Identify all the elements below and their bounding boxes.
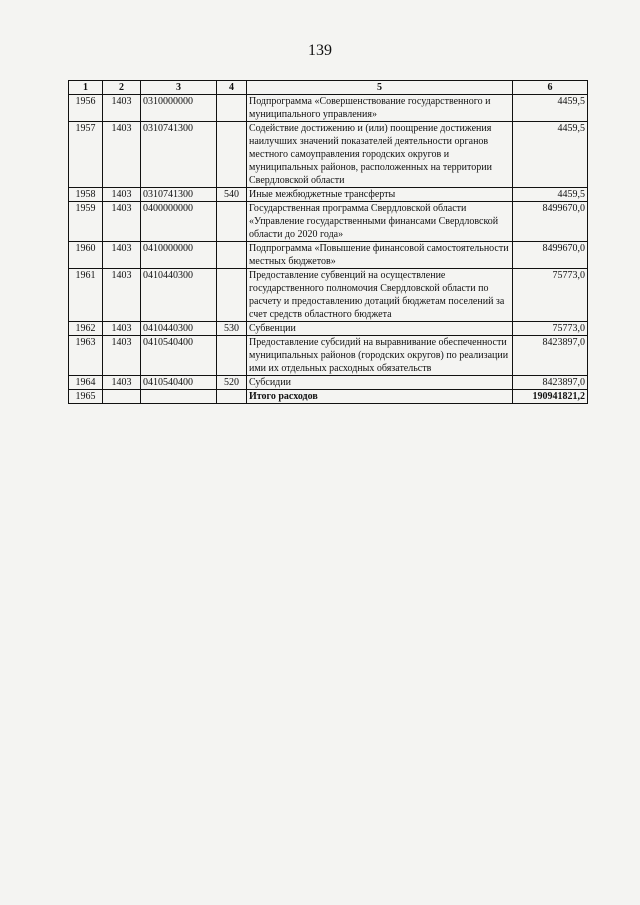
item-name-cell: Субсидии bbox=[247, 376, 513, 390]
amount-cell: 8423897,0 bbox=[513, 376, 588, 390]
table-header-row bbox=[69, 81, 588, 95]
expense-kind-cell bbox=[217, 269, 247, 322]
expense-kind-cell bbox=[217, 122, 247, 188]
header-amount: 6 bbox=[513, 81, 588, 95]
program-code-cell: 0310000000 bbox=[141, 95, 217, 122]
table-row bbox=[69, 336, 588, 376]
section-code-cell: 1403 bbox=[103, 202, 141, 242]
header-item-name: 5 bbox=[247, 81, 513, 95]
section-code-cell: 1403 bbox=[103, 336, 141, 376]
amount-cell: 4459,5 bbox=[513, 122, 588, 188]
expense-kind-cell bbox=[217, 242, 247, 269]
amount-cell: 4459,5 bbox=[513, 188, 588, 202]
program-code-cell: 0400000000 bbox=[141, 202, 217, 242]
expense-kind-cell: 530 bbox=[217, 322, 247, 336]
table-row bbox=[69, 95, 588, 122]
amount-cell: 8499670,0 bbox=[513, 242, 588, 269]
program-code-cell: 0410540400 bbox=[141, 336, 217, 376]
expense-kind-cell bbox=[217, 390, 247, 404]
section-code-cell: 1403 bbox=[103, 242, 141, 269]
header-row-number: 1 bbox=[69, 81, 103, 95]
row-number-cell: 1963 bbox=[69, 336, 103, 376]
amount-cell: 8499670,0 bbox=[513, 202, 588, 242]
row-number-cell: 1962 bbox=[69, 322, 103, 336]
item-name-cell: Подпрограмма «Совершенствование государственного и муниципального управления» bbox=[247, 95, 513, 122]
amount-cell: 190941821,2 bbox=[513, 390, 588, 404]
expense-kind-cell bbox=[217, 202, 247, 242]
header-section-code: 2 bbox=[103, 81, 141, 95]
item-name-cell: Государственная программа Свердловской области «Управление государственными финансами Свердловской области до 2020 года» bbox=[247, 202, 513, 242]
table-row bbox=[69, 202, 588, 242]
program-code-cell bbox=[141, 390, 217, 404]
row-number-cell: 1956 bbox=[69, 95, 103, 122]
row-number-cell: 1958 bbox=[69, 188, 103, 202]
row-number-cell: 1961 bbox=[69, 269, 103, 322]
row-number-cell: 1959 bbox=[69, 202, 103, 242]
item-name-cell: Предоставление субсидий на выравнивание обеспеченности муниципальных районов (городских округов) по реализации ими их отдельных расходных обязательств bbox=[247, 336, 513, 376]
program-code-cell: 0410000000 bbox=[141, 242, 217, 269]
amount-cell: 75773,0 bbox=[513, 322, 588, 336]
item-name-cell: Итого расходов bbox=[247, 390, 513, 404]
expense-kind-cell bbox=[217, 95, 247, 122]
section-code-cell: 1403 bbox=[103, 269, 141, 322]
expense-kind-cell: 520 bbox=[217, 376, 247, 390]
table-row bbox=[69, 376, 588, 390]
table-row bbox=[69, 269, 588, 322]
section-code-cell: 1403 bbox=[103, 122, 141, 188]
item-name-cell: Субвенции bbox=[247, 322, 513, 336]
row-number-cell: 1957 bbox=[69, 122, 103, 188]
table-total-row bbox=[69, 390, 588, 404]
section-code-cell: 1403 bbox=[103, 376, 141, 390]
item-name-cell: Подпрограмма «Повышение финансовой самостоятельности местных бюджетов» bbox=[247, 242, 513, 269]
row-number-cell: 1960 bbox=[69, 242, 103, 269]
expense-kind-cell: 540 bbox=[217, 188, 247, 202]
page-number: 139 bbox=[308, 42, 332, 59]
program-code-cell: 0410540400 bbox=[141, 376, 217, 390]
header-program-code: 3 bbox=[141, 81, 217, 95]
program-code-cell: 0310741300 bbox=[141, 188, 217, 202]
section-code-cell: 1403 bbox=[103, 95, 141, 122]
program-code-cell: 0310741300 bbox=[141, 122, 217, 188]
table-row bbox=[69, 322, 588, 336]
table-row bbox=[69, 188, 588, 202]
table-body bbox=[69, 95, 588, 404]
row-number-cell: 1964 bbox=[69, 376, 103, 390]
amount-cell: 4459,5 bbox=[513, 95, 588, 122]
amount-cell: 8423897,0 bbox=[513, 336, 588, 376]
row-number-cell: 1965 bbox=[69, 390, 103, 404]
item-name-cell: Предоставление субвенций на осуществление государственного полномочия Свердловской области по расчету и предоставлению дотаций бюджетам поселений за счет средств областного бюджета bbox=[247, 269, 513, 322]
section-code-cell: 1403 bbox=[103, 188, 141, 202]
item-name-cell: Иные межбюджетные трансферты bbox=[247, 188, 513, 202]
table-row bbox=[69, 122, 588, 188]
item-name-cell: Содействие достижению и (или) поощрение достижения наилучших значений показателей деятельности органов местного самоуправления городских округов и муниципальных районов, расположенных на территории Свердловской области bbox=[247, 122, 513, 188]
program-code-cell: 0410440300 bbox=[141, 269, 217, 322]
budget-table bbox=[68, 80, 588, 404]
amount-cell: 75773,0 bbox=[513, 269, 588, 322]
expense-kind-cell bbox=[217, 336, 247, 376]
header-expense-kind: 4 bbox=[217, 81, 247, 95]
table-row bbox=[69, 242, 588, 269]
section-code-cell bbox=[103, 390, 141, 404]
program-code-cell: 0410440300 bbox=[141, 322, 217, 336]
section-code-cell: 1403 bbox=[103, 322, 141, 336]
